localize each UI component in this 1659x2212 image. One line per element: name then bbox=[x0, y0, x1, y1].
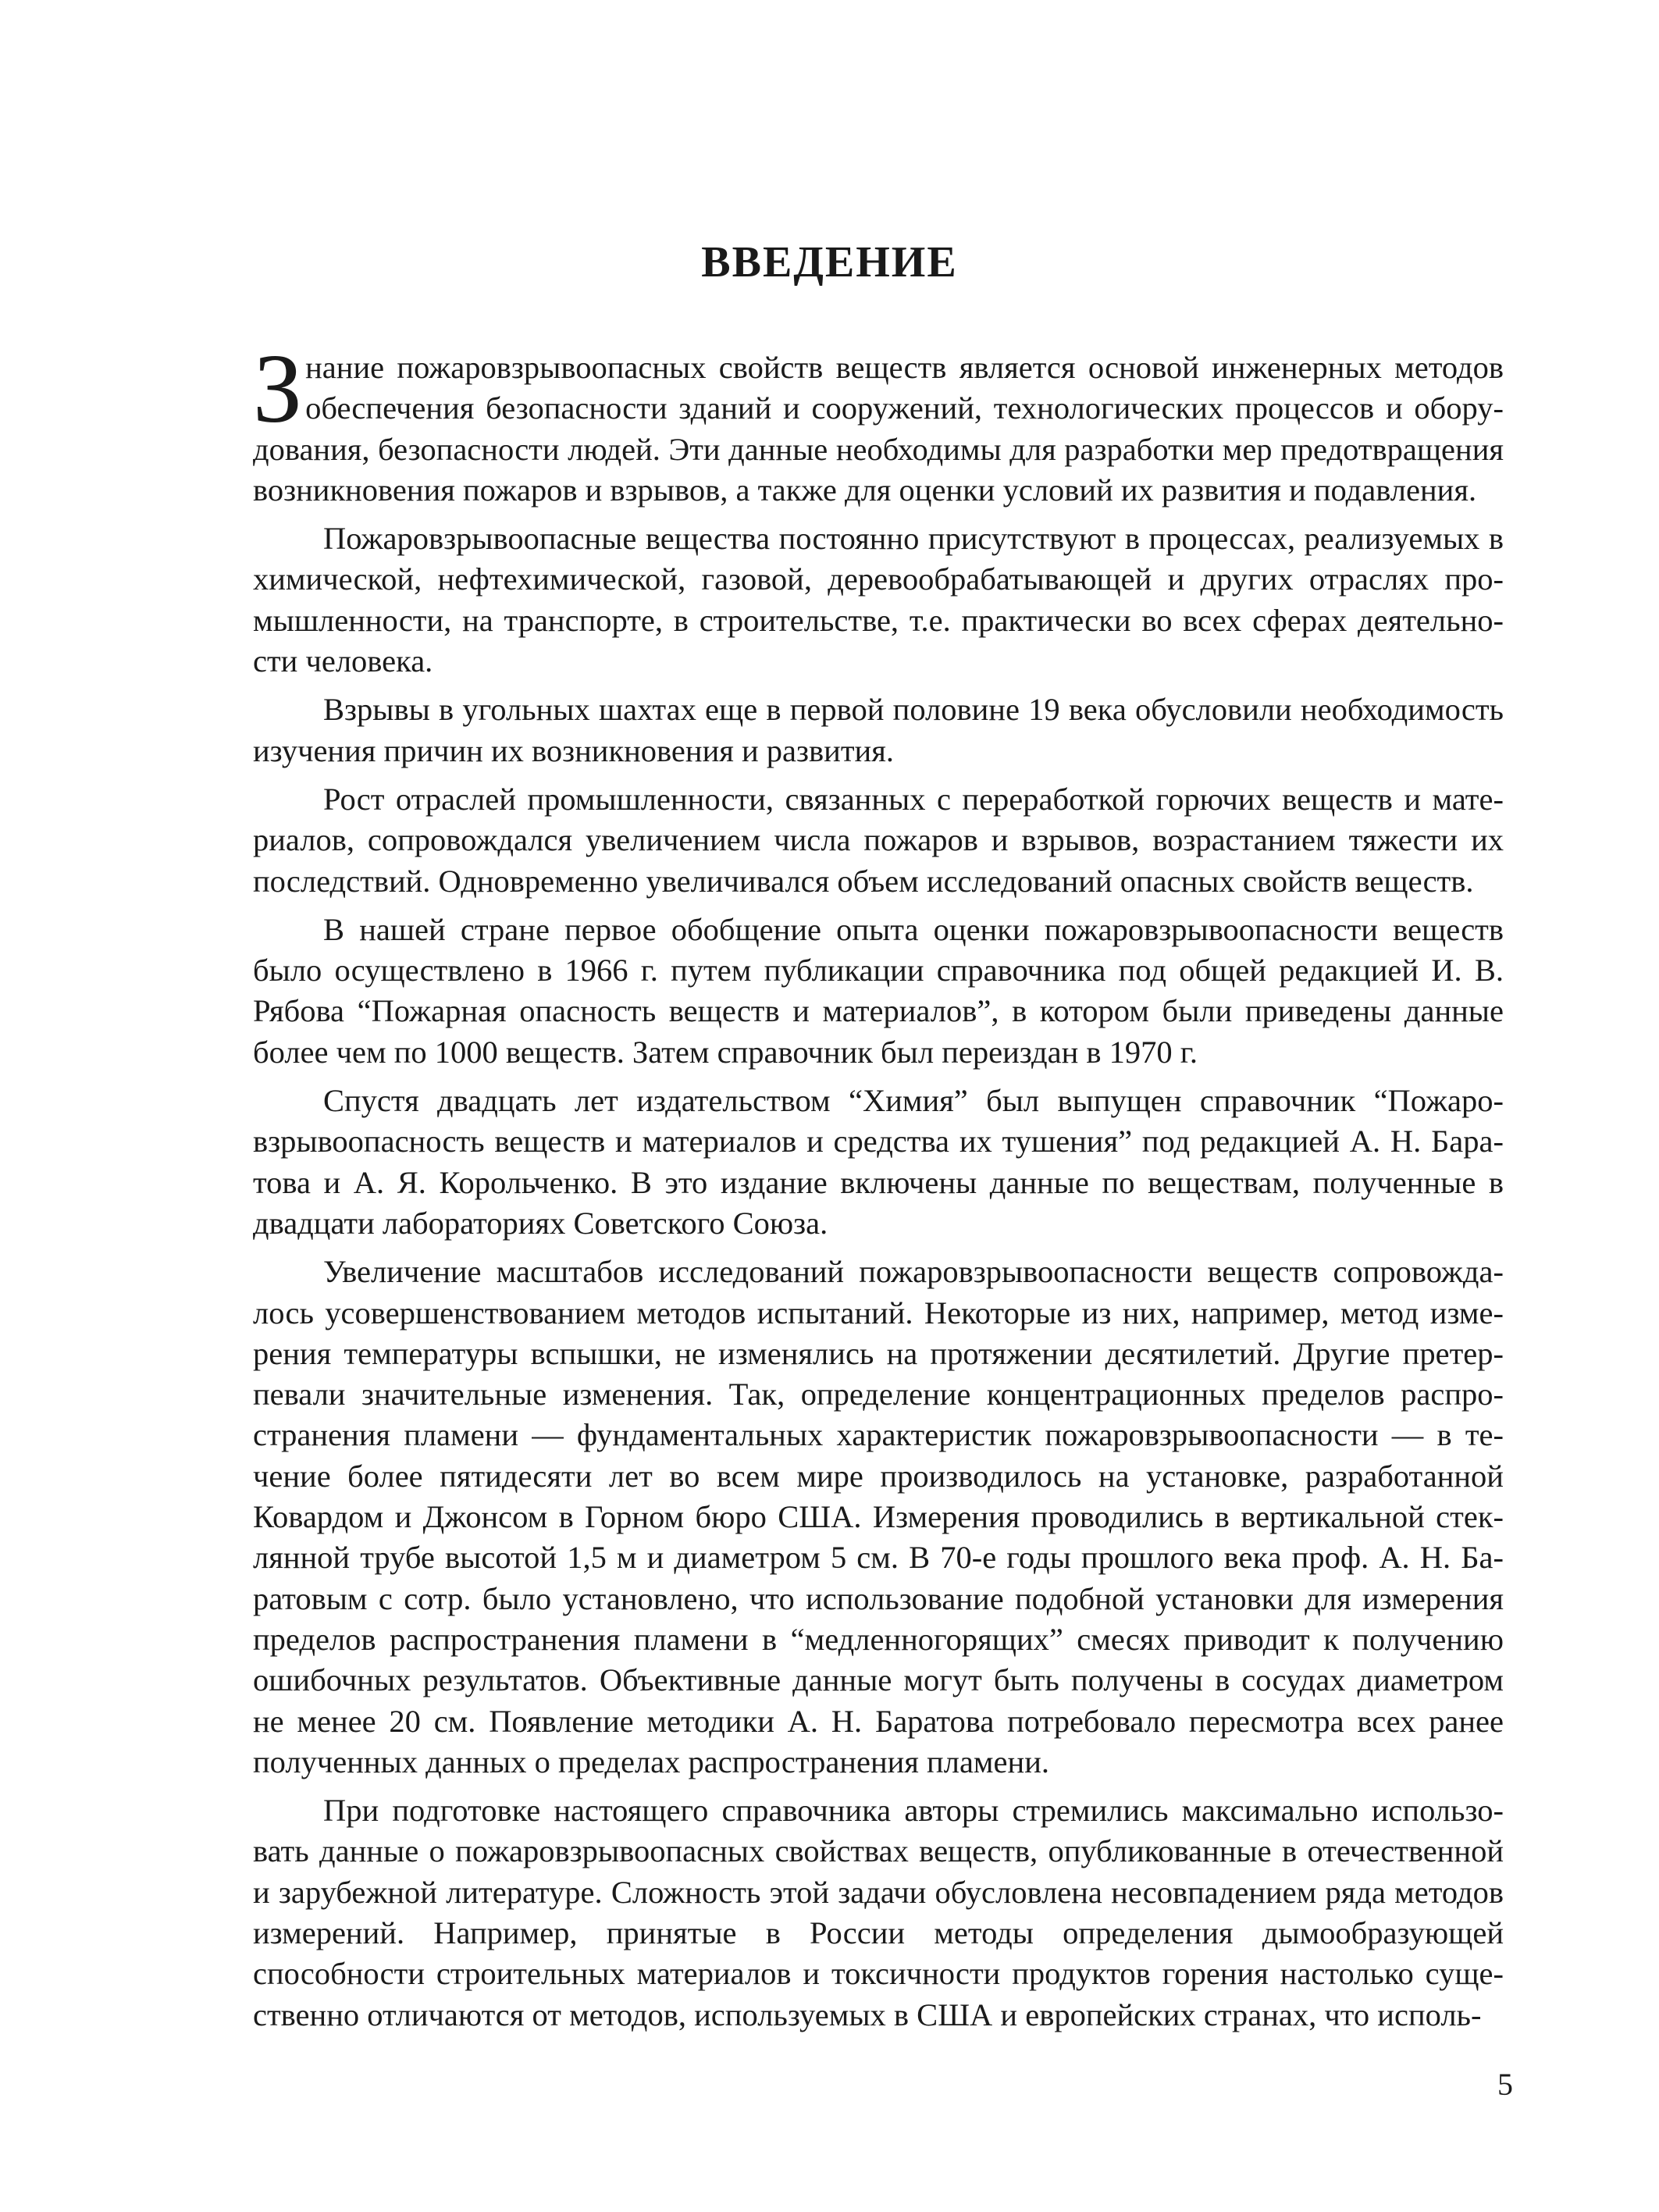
paragraph: В нашей стране первое обобщение опыта оценки пожаровзрывоопасности веществ было осуществлено в 1966 г. путем публикации справочника под общей редакцией И. В. Рябова “Пожарная опасность веществ и материалов”, в котором были приведены данные более чем по 1000 веществ. Затем справочник был переиздан в 1970 г. bbox=[253, 911, 1504, 1070]
paragraph-intro-text: нание пожаровзрывоопасных свойств веществ является основой инженерных методов обеспечения безопасности зданий и сооружений, технологических процессов и оборудования, безопасности людей. Эти данные необходимы для разработки мер предотвращения возникновения пожаров и взрывов, а также для оценки условий их развития и подавления. bbox=[253, 350, 1504, 508]
paragraph: Увеличение масштабов исследований пожаровзрывоопасности веществ сопровождалось усовершенствованием методов испытаний. Некоторые из них, например, метод измерения температуры вспышки, не изменялись на протяжении десятилетий. Другие претерпевали значительные изменения. Так, определение концентрационных пределов распространения пламени — фундаментальных характеристик пожаровзрывоопасности — в течение более пятидесяти лет во всем мире производилось на установке, разработанной Ковардом и Джонсом в Горном бюро США. Измерения проводились в вертикальной стеклянной трубе высотой 1,5 м и диаметром 5 см. В 70-е годы прошлого века проф. А. Н. Баратовым с сотр. было установлено, что использование подобной установки для измерения пределов распространения пламени в “медленногорящих” смесях приводит к получению ошибочных результатов. Объективные данные могут быть получены в сосудах диаметром не менее 20 см. Появление методики А. Н. Баратова потребовало пересмотра всех ранее полученных данных о пределах распространения пламени. bbox=[253, 1254, 1504, 1779]
paragraph: Взрывы в угольных шахтах еще в первой половине 19 века обусловили необходимость изучения причин их возникновения и развития. bbox=[253, 692, 1504, 768]
paragraph: При подготовке настоящего справочника авторы стремились максимально использовать данные о пожаровзрывоопасных свойствах веществ, опубликованные в отечественной и зарубежной литературе. Сложность этой задачи обусловлена несовпадением ряда методов измерений. Например, принятые в России методы определения дымообразующей способности строительных материалов и токсичности продуктов горения настолько существенно отличаются от методов, используемых в США и европейских странах, что исполь- bbox=[253, 1793, 1504, 2032]
page-number: 5 bbox=[1497, 2067, 1513, 2102]
page-title: ВВЕДЕНИЕ bbox=[701, 238, 958, 287]
paragraph: Рост отраслей промышленности, связанных с переработкой горючих веществ и материалов, сопровождался увеличением числа пожаров и взрывов, возрастанием тяжести их последствий. Одновременно увеличивался объем исследований опасных свойств веществ. bbox=[253, 781, 1504, 899]
paragraph-intro bbox=[253, 335, 1504, 511]
paragraph: Пожаровзрывоопасные вещества постоянно присутствуют в процессах, реализуемых в химической, нефтехимической, газовой, деревообрабатывающей и других отраслях промышленности, на транспорте, в строительстве, т.е. практически во всех сферах деятельности человека. bbox=[253, 521, 1504, 679]
body-text bbox=[253, 335, 1504, 2043]
drop-cap-letter: З bbox=[253, 335, 303, 443]
paragraph: Спустя двадцать лет издательством “Химия” был выпущен справочник “Пожаровзрывоопасность веществ и материалов и средства их тушения” под редакцией А. Н. Баратова и А. Я. Корольченко. В это издание включены данные по веществам, полученные в двадцати лабораториях Советского Союза. bbox=[253, 1083, 1504, 1241]
